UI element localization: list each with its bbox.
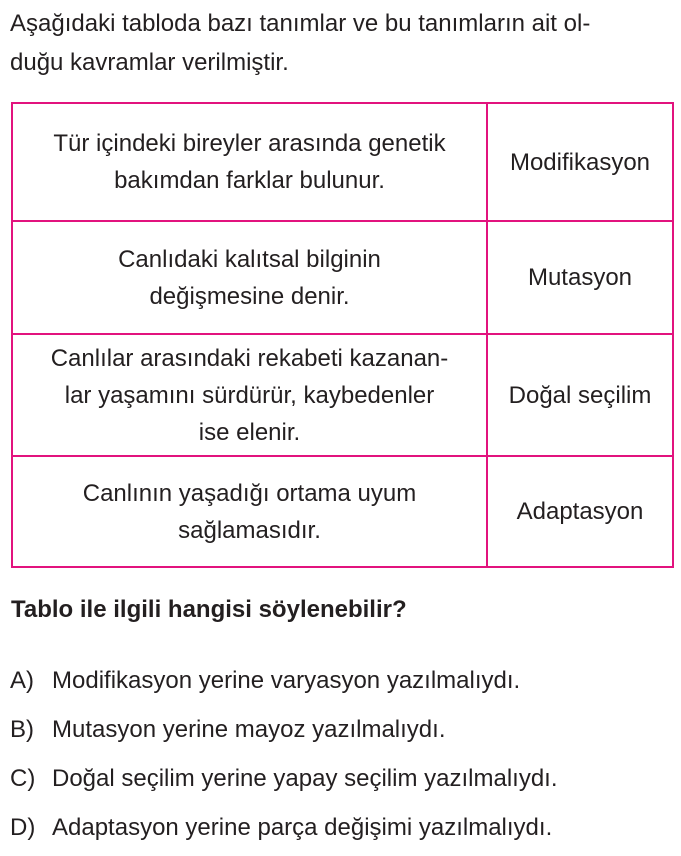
term-cell: Adaptasyon	[487, 456, 673, 567]
definition-line: sağlamasıdır.	[178, 516, 321, 544]
option-letter: A)	[10, 667, 34, 694]
definitions-table	[11, 102, 674, 568]
option-letter: B)	[10, 716, 34, 743]
definition-line: lar yaşamını sürdürür, kaybedenler	[64, 381, 435, 409]
option-letter: D)	[10, 814, 36, 841]
definition-line: bakımdan farklar bulunur.	[114, 167, 385, 194]
definition-cell	[12, 456, 487, 567]
intro-text	[10, 4, 670, 82]
option-b[interactable]	[10, 709, 558, 758]
definition-line: değişmesine denir.	[149, 282, 350, 310]
definition-cell	[12, 334, 487, 456]
option-a[interactable]	[10, 660, 558, 709]
question-text: Tablo ile ilgili hangisi söylenebilir?	[11, 596, 407, 623]
definition-line: Tür içindeki bireyler arasında genetik	[53, 130, 446, 157]
option-text: Doğal seçilim yerine yapay seçilim yazılmalıydı.	[52, 765, 558, 792]
table-row	[12, 103, 673, 221]
answer-options	[10, 660, 558, 856]
option-d[interactable]	[10, 807, 558, 856]
definition-line: Canlının yaşadığı ortama uyum	[82, 479, 417, 507]
option-text: Modifikasyon yerine varyasyon yazılmalıydı.	[52, 667, 521, 694]
option-c[interactable]	[10, 758, 558, 807]
term-cell: Doğal seçilim	[487, 334, 673, 456]
intro-line-2: duğu kavramlar verilmiştir.	[10, 49, 289, 76]
definition-line: ise elenir.	[198, 418, 301, 446]
term-cell: Modifikasyon	[487, 103, 673, 221]
term-cell: Mutasyon	[487, 221, 673, 334]
definition-cell	[12, 221, 487, 334]
table-row	[12, 456, 673, 567]
table-row	[12, 334, 673, 456]
definition-line: Canlıdaki kalıtsal bilginin	[118, 245, 381, 273]
table-row	[12, 221, 673, 334]
option-text: Mutasyon yerine mayoz yazılmalıydı.	[52, 716, 446, 743]
option-text: Adaptasyon yerine parça değişimi yazılmalıydı.	[52, 814, 553, 841]
intro-line-1: Aşağıdaki tabloda bazı tanımlar ve bu tanımların ait ol-	[10, 10, 591, 37]
definition-line: Canlılar arasındaki rekabeti kazanan-	[50, 344, 449, 372]
option-letter: C)	[10, 765, 36, 792]
definition-cell	[12, 103, 487, 221]
